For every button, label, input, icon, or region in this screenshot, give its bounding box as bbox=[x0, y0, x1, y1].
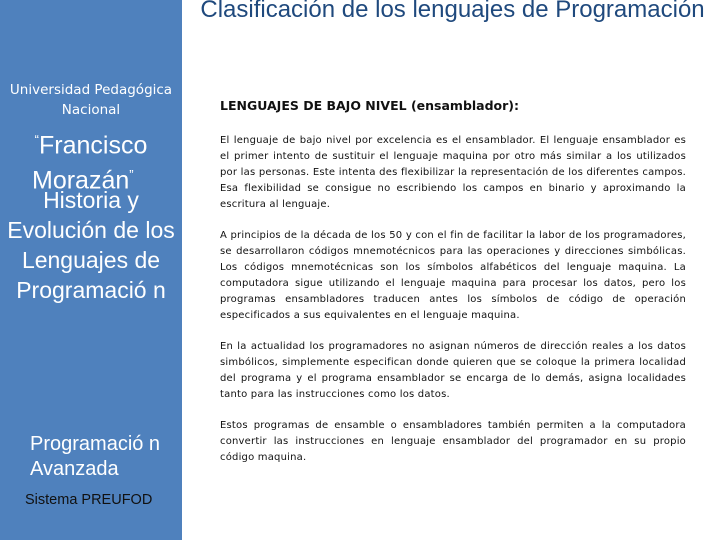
institution-name-line2 bbox=[6, 160, 176, 195]
institution-name bbox=[6, 125, 176, 196]
name-word1: Francisco bbox=[38, 131, 148, 160]
open-quote: “ bbox=[34, 132, 39, 147]
subject-title: Historia y Evolución de los Lenguajes de Programació n bbox=[7, 187, 175, 303]
slide-title: Clasificación de los lenguajes de Programación bbox=[200, 0, 705, 23]
slide-content bbox=[220, 98, 686, 481]
section-heading: LENGUAJES DE BAJO NIVEL (ensamblador): bbox=[220, 98, 520, 113]
paragraph-2: A principios de la década de los 50 y con el fin de facilitar la labor de los programadores, se desarrollaron códigos mnemotécnicos para las operaciones y direcciones simbólicas. Los códigos mnemotécnicas son los símbolos alfabéticos del lenguaje maquina. La computadora sigue utilizando el lenguaje maquina para procesar los datos, pero los programas ensambladores traducen antes los símbolos de código de operación especificados a sus equivalentes en el lenguaje maquina. bbox=[220, 230, 686, 321]
paragraph-1: El lenguaje de bajo nivel por excelencia es el ensamblador. El lenguaje ensamblador es el primer intento de sustituir el lenguaje maquina por otro más similar a los utilizados por las personas. Este intenta des flexibilizar la representación de los diferentes campos. Esa flexibilidad se consigue no escribiendo los campos en binario y aproximando la escritura al lenguaje. bbox=[220, 135, 686, 210]
paragraph-4: Estos programas de ensamble o ensambladores también permiten a la computadora convertir las instrucciones en lenguaje ensamblador del programador en su propio código maquina. bbox=[220, 420, 686, 463]
close-quote: ” bbox=[129, 167, 134, 183]
paragraph-3: En la actualidad los programadores no asignan números de dirección reales a los datos simbólicos, simplemente especifican donde quieren que se coloque la primera localidad del programa y el programa ensamblador se encarga de lo demás, asigna localidades tanto para las instrucciones como los datos. bbox=[220, 341, 686, 400]
institution-name-line1 bbox=[6, 125, 176, 160]
course-name: Programació n Avanzada bbox=[30, 433, 161, 480]
name-word2: Morazán bbox=[32, 166, 130, 195]
university-name: Universidad Pedagógica Nacional bbox=[9, 82, 173, 118]
system-name: Sistema PREUFOD bbox=[25, 492, 153, 508]
